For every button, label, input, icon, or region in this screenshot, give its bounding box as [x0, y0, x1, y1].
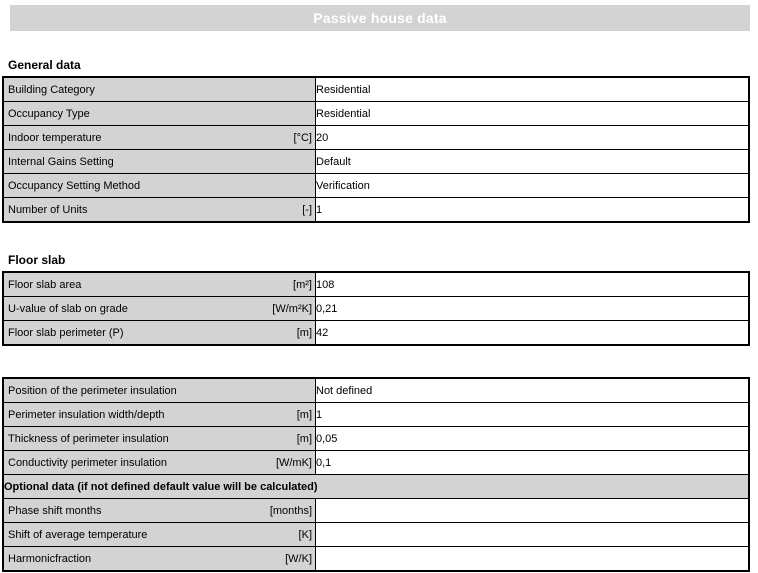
- table-row: [3, 378, 749, 403]
- row-unit: [W/mK]: [275, 456, 312, 469]
- label-cell-floor-slab-area: [3, 272, 316, 297]
- label-cell-inner: [4, 156, 315, 168]
- label-cell-inner: [4, 409, 315, 421]
- value-cell-occupancy-type[interactable]: Residential: [316, 102, 750, 126]
- value-cell-shift-of-average-temperature[interactable]: [316, 523, 750, 547]
- row-unit: [m²]: [293, 278, 312, 291]
- label-cell-inner: [4, 457, 315, 469]
- sections-container: [0, 58, 758, 572]
- table-row: [3, 272, 749, 297]
- value-cell-number-of-units[interactable]: 1: [316, 198, 750, 223]
- row-label: U-value of slab on grade: [8, 302, 128, 315]
- row-label: Number of Units: [8, 203, 88, 216]
- row-label: Shift of average temperature: [8, 528, 148, 541]
- row-label: Indoor temperature: [8, 131, 102, 144]
- table-row: [3, 150, 749, 174]
- label-cell-inner: [4, 303, 315, 315]
- value-cell-thickness-of-perimeter-insulation[interactable]: 0,05: [316, 427, 750, 451]
- label-cell-inner: [4, 433, 315, 445]
- label-cell-inner: [4, 84, 315, 96]
- row-unit: [m]: [296, 432, 312, 445]
- row-label: Occupancy Setting Method: [8, 179, 141, 192]
- row-unit: [m]: [296, 408, 312, 421]
- section-spacer: [0, 346, 758, 373]
- label-cell-u-value-of-slab-on-grade: [3, 297, 316, 321]
- row-label: Position of the perimeter insulation: [8, 384, 177, 397]
- label-cell-occupancy-setting-method: [3, 174, 316, 198]
- label-cell-position-of-the-perimeter-insulation: [3, 378, 316, 403]
- label-cell-internal-gains-setting: [3, 150, 316, 174]
- table-row: [3, 547, 749, 572]
- label-cell-conductivity-perimeter-insulation: [3, 451, 316, 475]
- label-cell-inner: [4, 204, 315, 216]
- value-cell-indoor-temperature[interactable]: 20: [316, 126, 750, 150]
- table-row: [3, 403, 749, 427]
- label-cell-shift-of-average-temperature: [3, 523, 316, 547]
- row-label: Floor slab perimeter (P): [8, 326, 124, 339]
- value-cell-building-category[interactable]: Residential: [316, 77, 750, 102]
- row-unit: [W/m²K]: [272, 302, 312, 315]
- value-cell-floor-slab-area[interactable]: 108: [316, 272, 750, 297]
- label-cell-inner: [4, 327, 315, 339]
- row-label: Phase shift months: [8, 504, 102, 517]
- row-unit: [m]: [296, 326, 312, 339]
- table-row: [3, 499, 749, 523]
- table-row: [3, 451, 749, 475]
- table-row: [3, 77, 749, 102]
- label-cell-inner: [4, 180, 315, 192]
- section-heading-floor-slab: Floor slab: [8, 253, 66, 267]
- value-cell-internal-gains-setting[interactable]: Default: [316, 150, 750, 174]
- label-cell-indoor-temperature: [3, 126, 316, 150]
- value-cell-perimeter-insulation-width-depth[interactable]: 1: [316, 403, 750, 427]
- value-cell-position-of-the-perimeter-insulation[interactable]: Not defined: [316, 378, 750, 403]
- table-row: [3, 475, 749, 499]
- label-cell-number-of-units: [3, 198, 316, 223]
- row-label: Harmonicfraction: [8, 552, 92, 565]
- data-table-2: [2, 271, 750, 346]
- table-row: [3, 174, 749, 198]
- page-title: Passive house data: [313, 10, 447, 26]
- table-row: [3, 321, 749, 346]
- row-label: Internal Gains Setting: [8, 155, 114, 168]
- row-unit: [K]: [298, 528, 312, 541]
- label-cell-occupancy-type: [3, 102, 316, 126]
- value-cell-conductivity-perimeter-insulation[interactable]: 0,1: [316, 451, 750, 475]
- label-cell-inner: [4, 529, 315, 541]
- row-unit: [W/K]: [285, 552, 312, 565]
- row-label: Conductivity perimeter insulation: [8, 456, 167, 469]
- value-cell-harmonicfraction[interactable]: [316, 547, 750, 572]
- data-table-3: [2, 377, 750, 572]
- row-unit: [°C]: [293, 131, 312, 144]
- value-cell-phase-shift-months[interactable]: [316, 499, 750, 523]
- label-cell-floor-slab-perimeter-p: [3, 321, 316, 346]
- label-cell-inner: [4, 505, 315, 517]
- label-cell-harmonicfraction: [3, 547, 316, 572]
- label-cell-perimeter-insulation-width-depth: [3, 403, 316, 427]
- label-cell-inner: [4, 553, 315, 565]
- value-cell-occupancy-setting-method[interactable]: Verification: [316, 174, 750, 198]
- table-row: [3, 427, 749, 451]
- label-cell-inner: [4, 385, 315, 397]
- table-row: [3, 523, 749, 547]
- label-cell-thickness-of-perimeter-insulation: [3, 427, 316, 451]
- page-title-bar: [10, 5, 750, 31]
- row-label: Thickness of perimeter insulation: [8, 432, 169, 445]
- table-row: [3, 102, 749, 126]
- label-cell-inner: [4, 279, 315, 291]
- value-cell-u-value-of-slab-on-grade[interactable]: 0,21: [316, 297, 750, 321]
- label-cell-inner: [4, 132, 315, 144]
- label-cell-inner: [4, 108, 315, 120]
- label-cell-building-category: [3, 77, 316, 102]
- row-unit: [-]: [302, 203, 312, 216]
- table-row: [3, 297, 749, 321]
- row-label: Occupancy Type: [8, 107, 90, 120]
- optional-data-subheader: Optional data (if not defined default value will be calculated): [3, 475, 749, 499]
- value-cell-floor-slab-perimeter-p[interactable]: 42: [316, 321, 750, 346]
- table-row: [3, 126, 749, 150]
- row-label: Perimeter insulation width/depth: [8, 408, 165, 421]
- section-heading-general-data: General data: [8, 58, 81, 72]
- row-label: Building Category: [8, 83, 95, 96]
- table-row: [3, 198, 749, 223]
- label-cell-phase-shift-months: [3, 499, 316, 523]
- row-label: Floor slab area: [8, 278, 82, 291]
- data-table-1: [2, 76, 750, 223]
- row-unit: [months]: [269, 504, 312, 517]
